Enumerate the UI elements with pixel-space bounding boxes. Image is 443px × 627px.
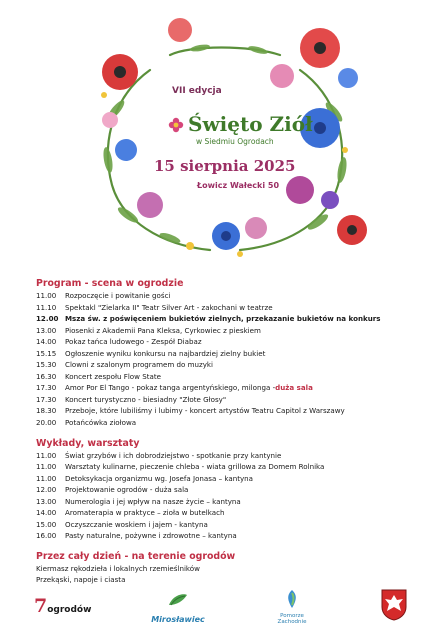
list-item [36,461,436,473]
list-item [36,473,436,485]
edition-label: VII edycja [172,86,222,96]
item-text: Koncert zespołu Flow State [65,371,161,381]
item-text: Pokaz tańca ludowego - Zespół Diabaz [65,337,202,347]
item-time: 15.00 [36,519,57,529]
herb-flower-icon [168,117,184,133]
item-time: 17.30 [36,394,57,404]
logo-line2: Zachodnie [277,619,307,625]
item-text: Koncert turystyczno - biesiadny "Złote Głosy" [65,394,227,404]
allday-heading: Przez cały dzień - na terenie ogrodów [36,550,236,562]
list-item [36,382,436,394]
program-list [36,290,436,429]
workshops-heading: Wykłady, warsztaty [36,437,140,449]
item-venue-highlight: duża sala [275,383,313,393]
miroslawiec-logo [148,593,208,626]
event-address: Łowicz Wałecki 50 [197,181,280,190]
item-text: Potańcówka ziołowa [65,418,137,428]
list-item [36,496,436,508]
item-time: 16.30 [36,371,57,381]
item-time: 20.00 [36,418,57,428]
list-item [36,336,436,348]
item-text: Piosenki z Akademii Pana Kleksa, Cyrkowiec z pieskiem [65,325,261,335]
list-item [36,371,436,383]
list-item [36,359,436,371]
item-time: 12.00 [36,314,59,324]
item-time: 14.00 [36,337,57,347]
list-item [36,325,436,337]
list-item [36,417,436,429]
event-date: 15 sierpnia 2025 [154,157,296,175]
item-text: Msza św. z poświęceniem bukietów zielnych, przekazanie bukietów na konkurs [65,314,381,324]
coat-of-arms-logo [381,589,407,625]
program-heading: Program - scena w ogrodzie [36,278,184,289]
item-text: Przeboje, które lubiliśmy i lubimy - koncert artystów Teatru Capitol z Warszawy [65,406,345,416]
item-text: Clowni z szalonym programem do muzyki [65,360,214,370]
seven-gardens-logo [34,595,91,617]
logo-word: ogrodów [47,605,92,615]
item-time: 16.00 [36,531,57,541]
list-item [36,519,436,531]
list-item [36,484,436,496]
event-subtitle: w Siedmiu Ogrodach [196,137,274,146]
list-item [36,405,436,417]
item-time: 11.00 [36,462,57,472]
item-time: 15.15 [36,348,57,358]
leaf-icon [167,593,189,607]
list-item [36,290,436,302]
list-item [36,348,436,360]
item-text: Spektakl "Zielarka II" Teatr Silver Art - zakochani w teatrze [65,302,273,312]
item-time: 13.00 [36,496,57,506]
item-time: 11.00 [36,473,57,483]
item-time: 15.30 [36,360,57,370]
item-time: 12.00 [36,485,57,495]
item-text: Warsztaty kulinarne, pieczenie chleba - wiata grillowa za Domem Rolnika [65,462,325,472]
item-text: Pasty naturalne, pożywne i zdrowotne – kantyna [65,531,237,541]
item-time: 11.00 [36,450,57,460]
item-time: 13.00 [36,325,57,335]
logo-word: Mirosławiec [151,615,205,624]
hero-header [0,0,443,270]
program-content [36,278,436,586]
list-item [36,530,436,542]
item-time: 11.10 [36,302,57,312]
item-time: 18.30 [36,406,57,416]
item-time: 17.30 [36,383,57,393]
workshops-list [36,450,436,542]
list-item [36,313,436,325]
region-emblem-icon [282,589,302,609]
list-item [36,302,436,314]
list-item [36,507,436,519]
item-text: Świat grzybów i ich dobrodziejstwo - spotkanie przy kantynie [65,450,282,460]
list-item [36,450,436,462]
allday-line: Przekąski, napoje i ciasta [36,575,126,585]
pomorze-zachodnie-logo [270,589,314,625]
item-time: 14.00 [36,508,57,518]
list-item [36,394,436,406]
item-text: Ogłoszenie wyniku konkursu na najbardziej zielny bukiet [65,348,266,358]
logo-line1: Pomorze [280,613,304,619]
allday-line: Kiermasz rękodzieła i lokalnych rzemieślników [36,563,200,573]
shield-eagle-icon [381,589,407,621]
logo-digit: 7 [34,595,48,617]
event-title: Święto Ziół [188,112,313,136]
item-text: Oczyszczanie woskiem i jajem - kantyna [65,519,208,529]
item-text: Aromaterapia w praktyce – zioła w butelkach [65,508,225,518]
sponsor-logos [0,585,443,627]
item-time: 11.00 [36,291,57,300]
item-text: Amor Por El Tango - pokaz tanga argentyńskiego, milonga - [65,383,276,393]
item-text: Numerologia i jej wpływ na nasze życie – kantyna [65,496,241,506]
item-text: Projektowanie ogrodów - duża sala [65,485,189,495]
item-text: Rozpoczęcie i powitanie gości [65,291,171,300]
item-text: Detoksykacja organizmu wg. Josefa Jonasa – kantyna [65,473,254,483]
